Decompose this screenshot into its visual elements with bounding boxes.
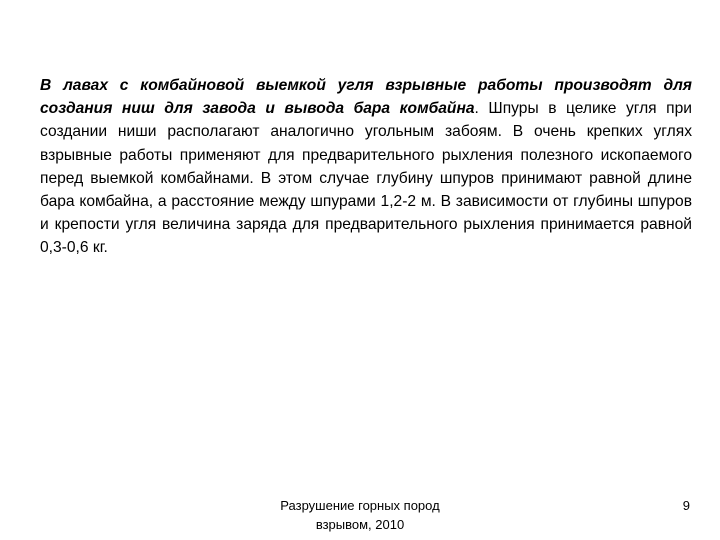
- footer-title-line-1: Разрушение горных пород: [280, 498, 440, 513]
- main-paragraph: [40, 74, 692, 260]
- footer-title: [255, 496, 465, 534]
- footer-title-line-2: взрывом, 2010: [315, 517, 405, 532]
- paragraph-lead-text: В лавах с комбайновой выемкой угля взрывные работы производят для создания ниш для завода и вывода бара комбайна: [40, 77, 692, 118]
- page-number: 9: [682, 498, 690, 513]
- paragraph-body-text: . Шпуры в целике угля при создании ниши располагают аналогично угольным забоям. В очень крепких углях взрывные работы применяют для предварительного рыхления полезного ископаемого перед выемкой комбайнами. В этом случае глубину шпуров принимают равной длине бара комбайна, а расстояние между шпурами 1,2-2 м. В зависимости от глубины шпуров и крепости угля величина заряда для предварительного рыхления принимается равной 0,3-0,6 кг.: [40, 100, 692, 257]
